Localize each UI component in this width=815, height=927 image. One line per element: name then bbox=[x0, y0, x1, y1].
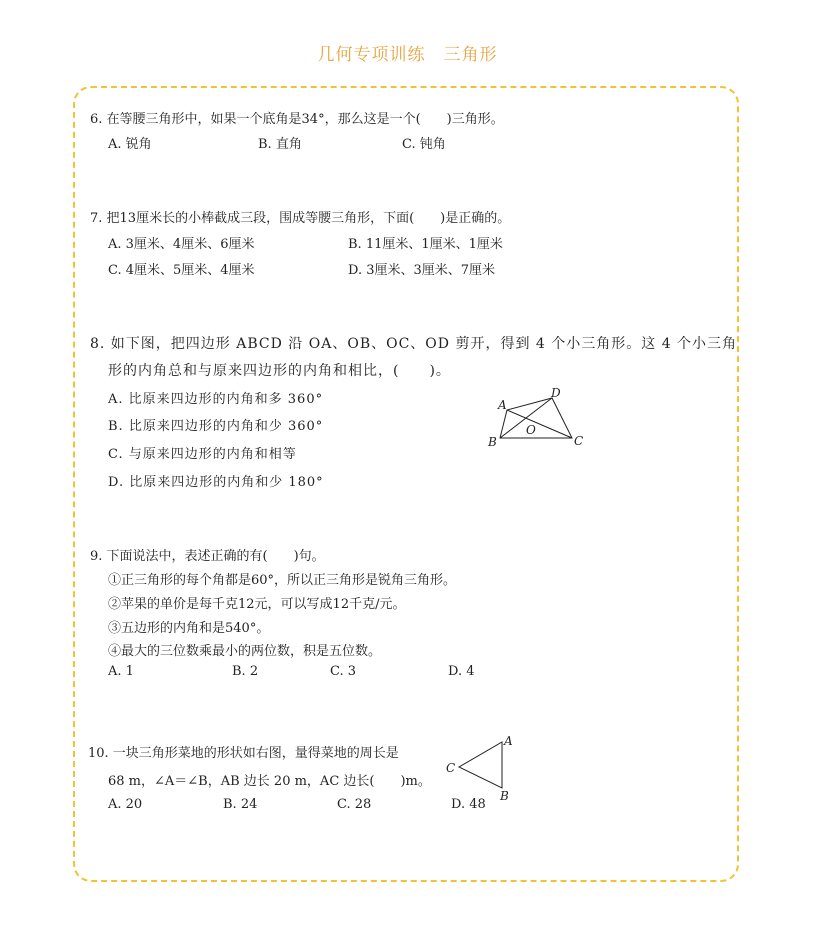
q10-option-d: D. 48 bbox=[451, 797, 486, 812]
q9-statement-1: ①正三角形的每个角都是60°，所以正三角形是锐角三角形。 bbox=[108, 573, 457, 588]
q10-label-c: C bbox=[446, 761, 456, 775]
q6-option-b: B. 直角 bbox=[258, 137, 302, 152]
q6-stem: 6. 在等腰三角形中，如果一个底角是34°，那么这是一个( )三角形。 bbox=[90, 112, 504, 127]
q8-stem-line2: 形的内角总和与原来四边形的内角和相比，( )。 bbox=[108, 363, 451, 379]
q8-option-c: C. 与原来四边形的内角和相等 bbox=[108, 447, 297, 462]
q8-label-c: C bbox=[574, 434, 584, 448]
q6-option-c: C. 钝角 bbox=[402, 137, 446, 152]
q7-option-a: A. 3厘米、4厘米、6厘米 bbox=[108, 237, 255, 252]
q10-stem-line2: 68 m，∠A＝∠B，AB 边长 20 m，AC 边长( )m。 bbox=[108, 774, 431, 789]
q9-statement-4: ④最大的三位数乘最小的两位数，积是五位数。 bbox=[108, 644, 382, 659]
q9-statement-3: ③五边形的内角和是540°。 bbox=[108, 621, 270, 636]
diagonal-ac bbox=[507, 410, 572, 438]
q10-option-a: A. 20 bbox=[108, 797, 143, 812]
q6-option-a: A. 锐角 bbox=[108, 137, 152, 152]
q8-option-a: A. 比原来四边形的内角和多 360° bbox=[108, 392, 324, 407]
q9-option-a: A. 1 bbox=[108, 664, 134, 679]
q7-option-b: B. 11厘米、1厘米、1厘米 bbox=[348, 237, 503, 252]
q8-quadrilateral-figure bbox=[484, 384, 594, 454]
q9-option-b: B. 2 bbox=[232, 664, 259, 679]
q7-option-c: C. 4厘米、5厘米、4厘米 bbox=[108, 263, 255, 278]
q9-option-c: C. 3 bbox=[330, 664, 357, 679]
q10-option-b: B. 24 bbox=[223, 797, 258, 812]
q7-stem: 7. 把13厘米长的小棒截成三段，围成等腰三角形，下面( )是正确的。 bbox=[90, 211, 511, 226]
q9-statement-2: ②苹果的单价是每千克12元，可以写成12千克/元。 bbox=[108, 597, 406, 612]
q8-label-b: B bbox=[488, 435, 497, 449]
triangle-abc bbox=[459, 742, 502, 788]
q7-option-d: D. 3厘米、3厘米、7厘米 bbox=[348, 263, 496, 278]
q8-stem-line1: 8. 如下图，把四边形 ABCD 沿 OA、OB、OC、OD 剪开，得到 4 个小三角形。这 4 个小三角 bbox=[90, 336, 738, 352]
q8-label-d: D bbox=[551, 386, 561, 400]
q9-option-d: D. 4 bbox=[448, 664, 475, 679]
q8-option-b: B. 比原来四边形的内角和少 360° bbox=[108, 419, 324, 434]
q10-label-b: B bbox=[500, 789, 509, 803]
q10-stem-line1: 10. 一块三角形菜地的形状如右图，量得菜地的周长是 bbox=[88, 746, 399, 761]
q8-label-a: A bbox=[498, 398, 507, 412]
q10-label-a: A bbox=[504, 734, 513, 748]
q10-option-c: C. 28 bbox=[337, 797, 372, 812]
quadrilateral-abcd bbox=[500, 398, 572, 438]
q8-label-o: O bbox=[526, 423, 536, 437]
page-title: 几何专项训练 三角形 bbox=[317, 45, 498, 65]
q10-triangle-figure bbox=[442, 732, 522, 804]
q8-option-d: D. 比原来四边形的内角和少 180° bbox=[108, 475, 324, 490]
q9-stem: 9. 下面说法中，表述正确的有( )句。 bbox=[90, 549, 325, 564]
